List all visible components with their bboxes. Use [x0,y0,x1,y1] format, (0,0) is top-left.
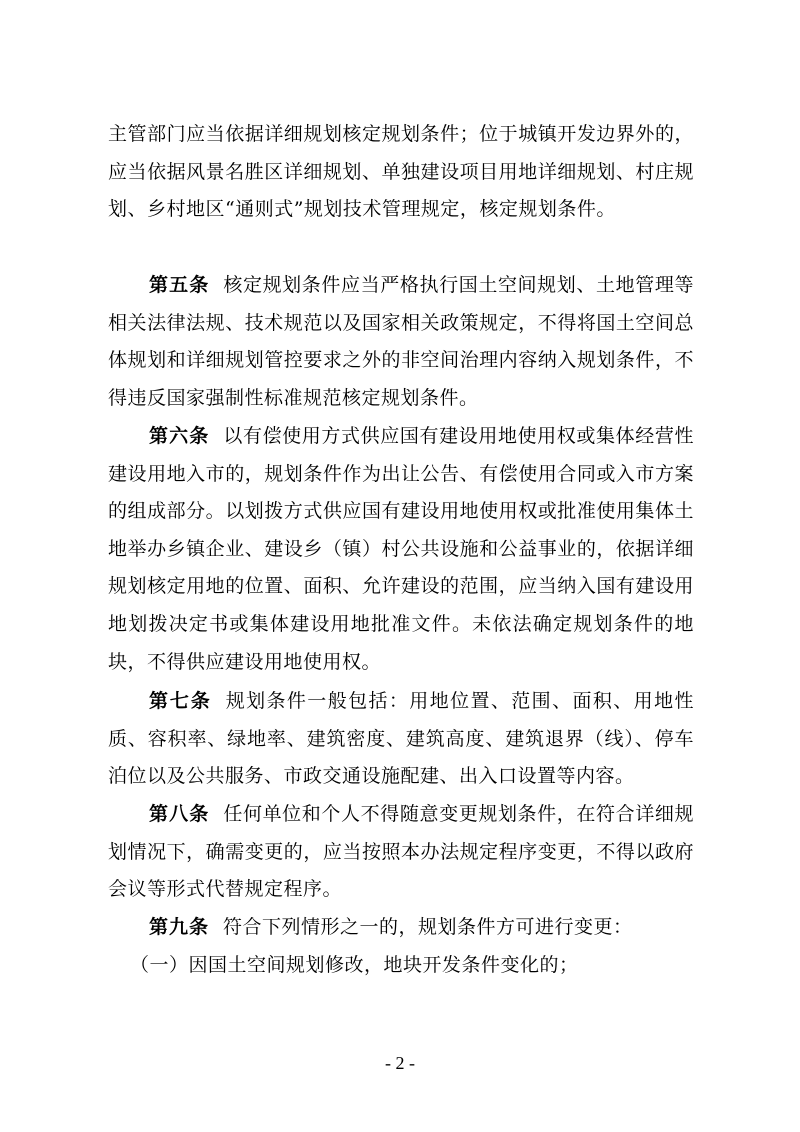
article-5-label: 第五条 [149,274,210,296]
list-item-text: （一）因国土空间规划修改，地块开发条件变化的； [130,954,579,976]
article-5-paragraph [108,267,694,417]
article-7-text: 规划条件一般包括：用地位置、范围、面积、用地性质、容积率、绿地率、建筑密度、建筑高度、建筑退界（线）、停车泊位以及公共服务、市政交通设施配建、出入口设置等内容。 [108,690,694,788]
article-6-text: 以有偿使用方式供应国有建设用地使用权或集体经营性建设用地入市的，规划条件作为出让公告、有偿使用合同或入市方案的组成部分。以划拨方式供应国有建设用地使用权或批准使用集体土地举办乡镇企业、建设乡（镇）村公共设施和公益事业的，依据详细规划核定用地的位置、面积、允许建设的范围，应当纳入国有建设用地划拨决定书或集体建设用地批准文件。未依法确定规划条件的地块，不得供应建设用地使用权。 [108,425,694,673]
article-7-label: 第七条 [149,690,212,712]
page-number: - 2 - [385,1053,415,1073]
article-6-paragraph [108,418,694,681]
list-item-1 [108,947,694,985]
article-9-text: 符合下列情形之一的，规划条件方可进行变更： [223,916,633,938]
article-8-paragraph [108,796,694,909]
article-8-text: 任何单位和个人不得随意变更规划条件，在符合详细规划情况下，确需变更的，应当按照本办法规定程序变更，不得以政府会议等形式代替规定程序。 [108,803,694,901]
article-7-paragraph [108,683,694,796]
article-9-paragraph [108,909,694,947]
article-9-label: 第九条 [149,916,210,938]
paragraph-continuation [108,116,694,229]
article-5-text: 核定规划条件应当严格执行国土空间规划、土地管理等相关法律法规、技术规范以及国家相关政策规定，不得将国土空间总体规划和详细规划管控要求之外的非空间治理内容纳入规划条件，不得违反国家强制性标准规范核定规划条件。 [108,274,694,409]
article-6-label: 第六条 [149,425,210,447]
paragraph-text: 主管部门应当依据详细规划核定规划条件；位于城镇开发边界外的，应当依据风景名胜区详细规划、单独建设项目用地详细规划、村庄规划、乡村地区“通则式”规划技术管理规定，核定规划条件。 [108,123,694,221]
article-8-label: 第八条 [149,803,210,825]
